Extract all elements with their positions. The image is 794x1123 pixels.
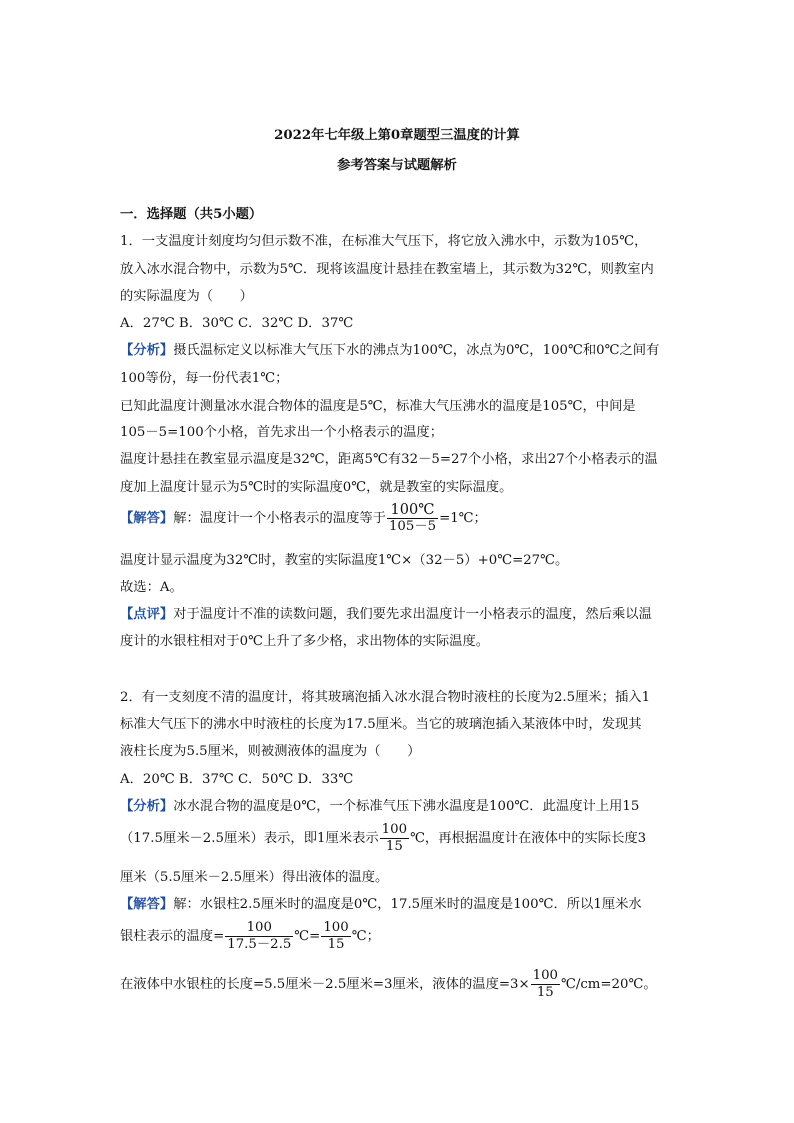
q1-analysis-line-6: 度加上温度计显示为5℃时的实际温度0℃，就是教室的实际温度。 [120, 480, 513, 495]
q2-analysis-fraction [380, 822, 409, 855]
q1-solution-result: =1℃； [439, 511, 487, 526]
fraction-denominator: 15 [327, 937, 345, 952]
fraction-numerator: 100 [381, 822, 408, 837]
q2-analysis-line-2 [120, 822, 646, 855]
q2-solution-text-1: 解：水银柱2.5厘米时的温度是0℃，17.5厘米时的温度是100℃．所以1厘米水 [173, 897, 642, 912]
q2-analysis-text-1: 冰水混合物的温度是0℃，一个标准气压下沸水温度是100℃．此温度计上用15 [173, 799, 640, 814]
fraction-denominator: 15 [385, 839, 403, 854]
q1-solution-text: 解：温度计一个小格表示的温度等于 [173, 511, 386, 526]
analysis-tag: 【分析】 [120, 343, 174, 358]
q2-solution-line-3 [120, 968, 657, 1001]
q2-solution-text-2: 银柱表示的温度= [120, 929, 225, 944]
q2-stem-line-1: 2．有一支刻度不清的温度计，将其玻璃泡插入冰水混合物时液柱的长度为2.5厘米；插入1 [120, 690, 651, 705]
q2-solution-equals: ℃= [294, 929, 321, 944]
q1-analysis-line-2: 100等份，每一份代表1℃； [120, 371, 289, 386]
q1-stem-line-2: 放入冰水混合物中，示数为5℃．现将该温度计悬挂在教室墙上，其示数为32℃，则教室内 [120, 262, 654, 277]
q1-stem-line-3: 的实际温度为（ ） [120, 289, 253, 304]
q2-solution-text-3: 在液体中水银柱的长度=5.5厘米－2.5厘米=3厘米，液体的温度=3× [120, 977, 530, 992]
page-subtitle: 参考答案与试题解析 [337, 158, 457, 173]
q1-comment-text-1: 对于温度计不准的读数问题，我们要先求出温度计一小格表示的温度，然后乘以温 [173, 607, 652, 622]
comment-tag: 【点评】 [120, 607, 174, 622]
solution-tag: 【解答】 [120, 511, 174, 526]
q1-analysis-line-5: 温度计悬挂在教室显示温度是32℃，距离5℃有32－5=27个小格，求出27个小格表示的温 [120, 452, 658, 467]
q2-stem-line-3: 液柱长度为5.5厘米，则被测液体的温度为（ ） [120, 744, 421, 759]
fraction-denominator: 15 [536, 985, 554, 1000]
fraction-numerator: 100 [225, 920, 293, 937]
fraction-denominator: 17.5－2.5 [227, 937, 292, 952]
q1-solution-line-2: 温度计显示温度为32℃时，教室的实际温度1℃×（32－5）+0℃=27℃。 [120, 553, 569, 568]
q1-solution-fraction [387, 502, 438, 535]
q2-solution-unit: ℃； [351, 929, 380, 944]
fraction-numerator: 100 [532, 968, 558, 983]
fraction-denominator: 105－5 [388, 519, 437, 534]
q1-comment-line-1 [120, 606, 652, 624]
analysis-tag: 【分析】 [120, 799, 174, 814]
q2-stem-line-2: 标准大气压下的沸水中时液柱的长度为17.5厘米。当它的玻璃泡插入某液体中时，发现其 [120, 717, 642, 732]
q2-analysis-text-2: （17.5厘米－2.5厘米）表示，即1厘米表示 [120, 831, 379, 846]
q1-analysis-line-1 [120, 342, 659, 360]
q2-analysis-line-1 [120, 798, 639, 816]
q1-choice: 故选：A。 [120, 580, 183, 595]
q1-solution-line-1 [120, 502, 487, 535]
q1-analysis-line-4: 105－5=100个小格，首先求出一个小格表示的温度； [120, 425, 444, 440]
q2-solution-line-2 [120, 920, 380, 953]
page-title: 2022年七年级上第0章题型三温度的计算 [274, 128, 520, 143]
q1-analysis-line-3: 已知此温度计测量冰水混合物体的温度是5℃，标准大气压沸水的温度是105℃，中间是 [120, 399, 636, 414]
q1-comment-line-2: 度计的水银柱相对于0℃上升了多少格，求出物体的实际温度。 [120, 634, 490, 649]
section-heading: 一．选择题（共5小题） [120, 207, 263, 222]
q2-solution-fraction-1 [225, 920, 293, 953]
fraction-numerator: 100 [323, 920, 349, 935]
q2-analysis-line-3: 厘米（5.5厘米－2.5厘米）得出液体的温度。 [120, 870, 389, 885]
fraction-numerator: 100℃ [387, 502, 438, 519]
q1-analysis-text-1: 摄氏温标定义以标准大气压下水的沸点为100℃，冰点为0℃，100℃和0℃之间有 [173, 343, 660, 358]
q2-solution-fraction-3 [531, 968, 560, 1001]
q2-solution-fraction-2 [321, 920, 350, 953]
q2-solution-line-1 [120, 896, 642, 914]
q2-solution-result: ℃/cm=20℃。 [561, 977, 657, 992]
q1-stem-line-1: 1．一支温度计刻度均匀但示数不准，在标准大气压下，将它放入沸水中，示数为105℃， [120, 234, 648, 249]
q2-analysis-text-2b: ℃，再根据温度计在液体中的实际长度3 [410, 831, 647, 846]
q1-options: A．27℃ B．30℃ C．32℃ D．37℃ [120, 316, 354, 331]
solution-tag: 【解答】 [120, 897, 174, 912]
q2-options: A．20℃ B．37℃ C．50℃ D．33℃ [120, 772, 354, 787]
